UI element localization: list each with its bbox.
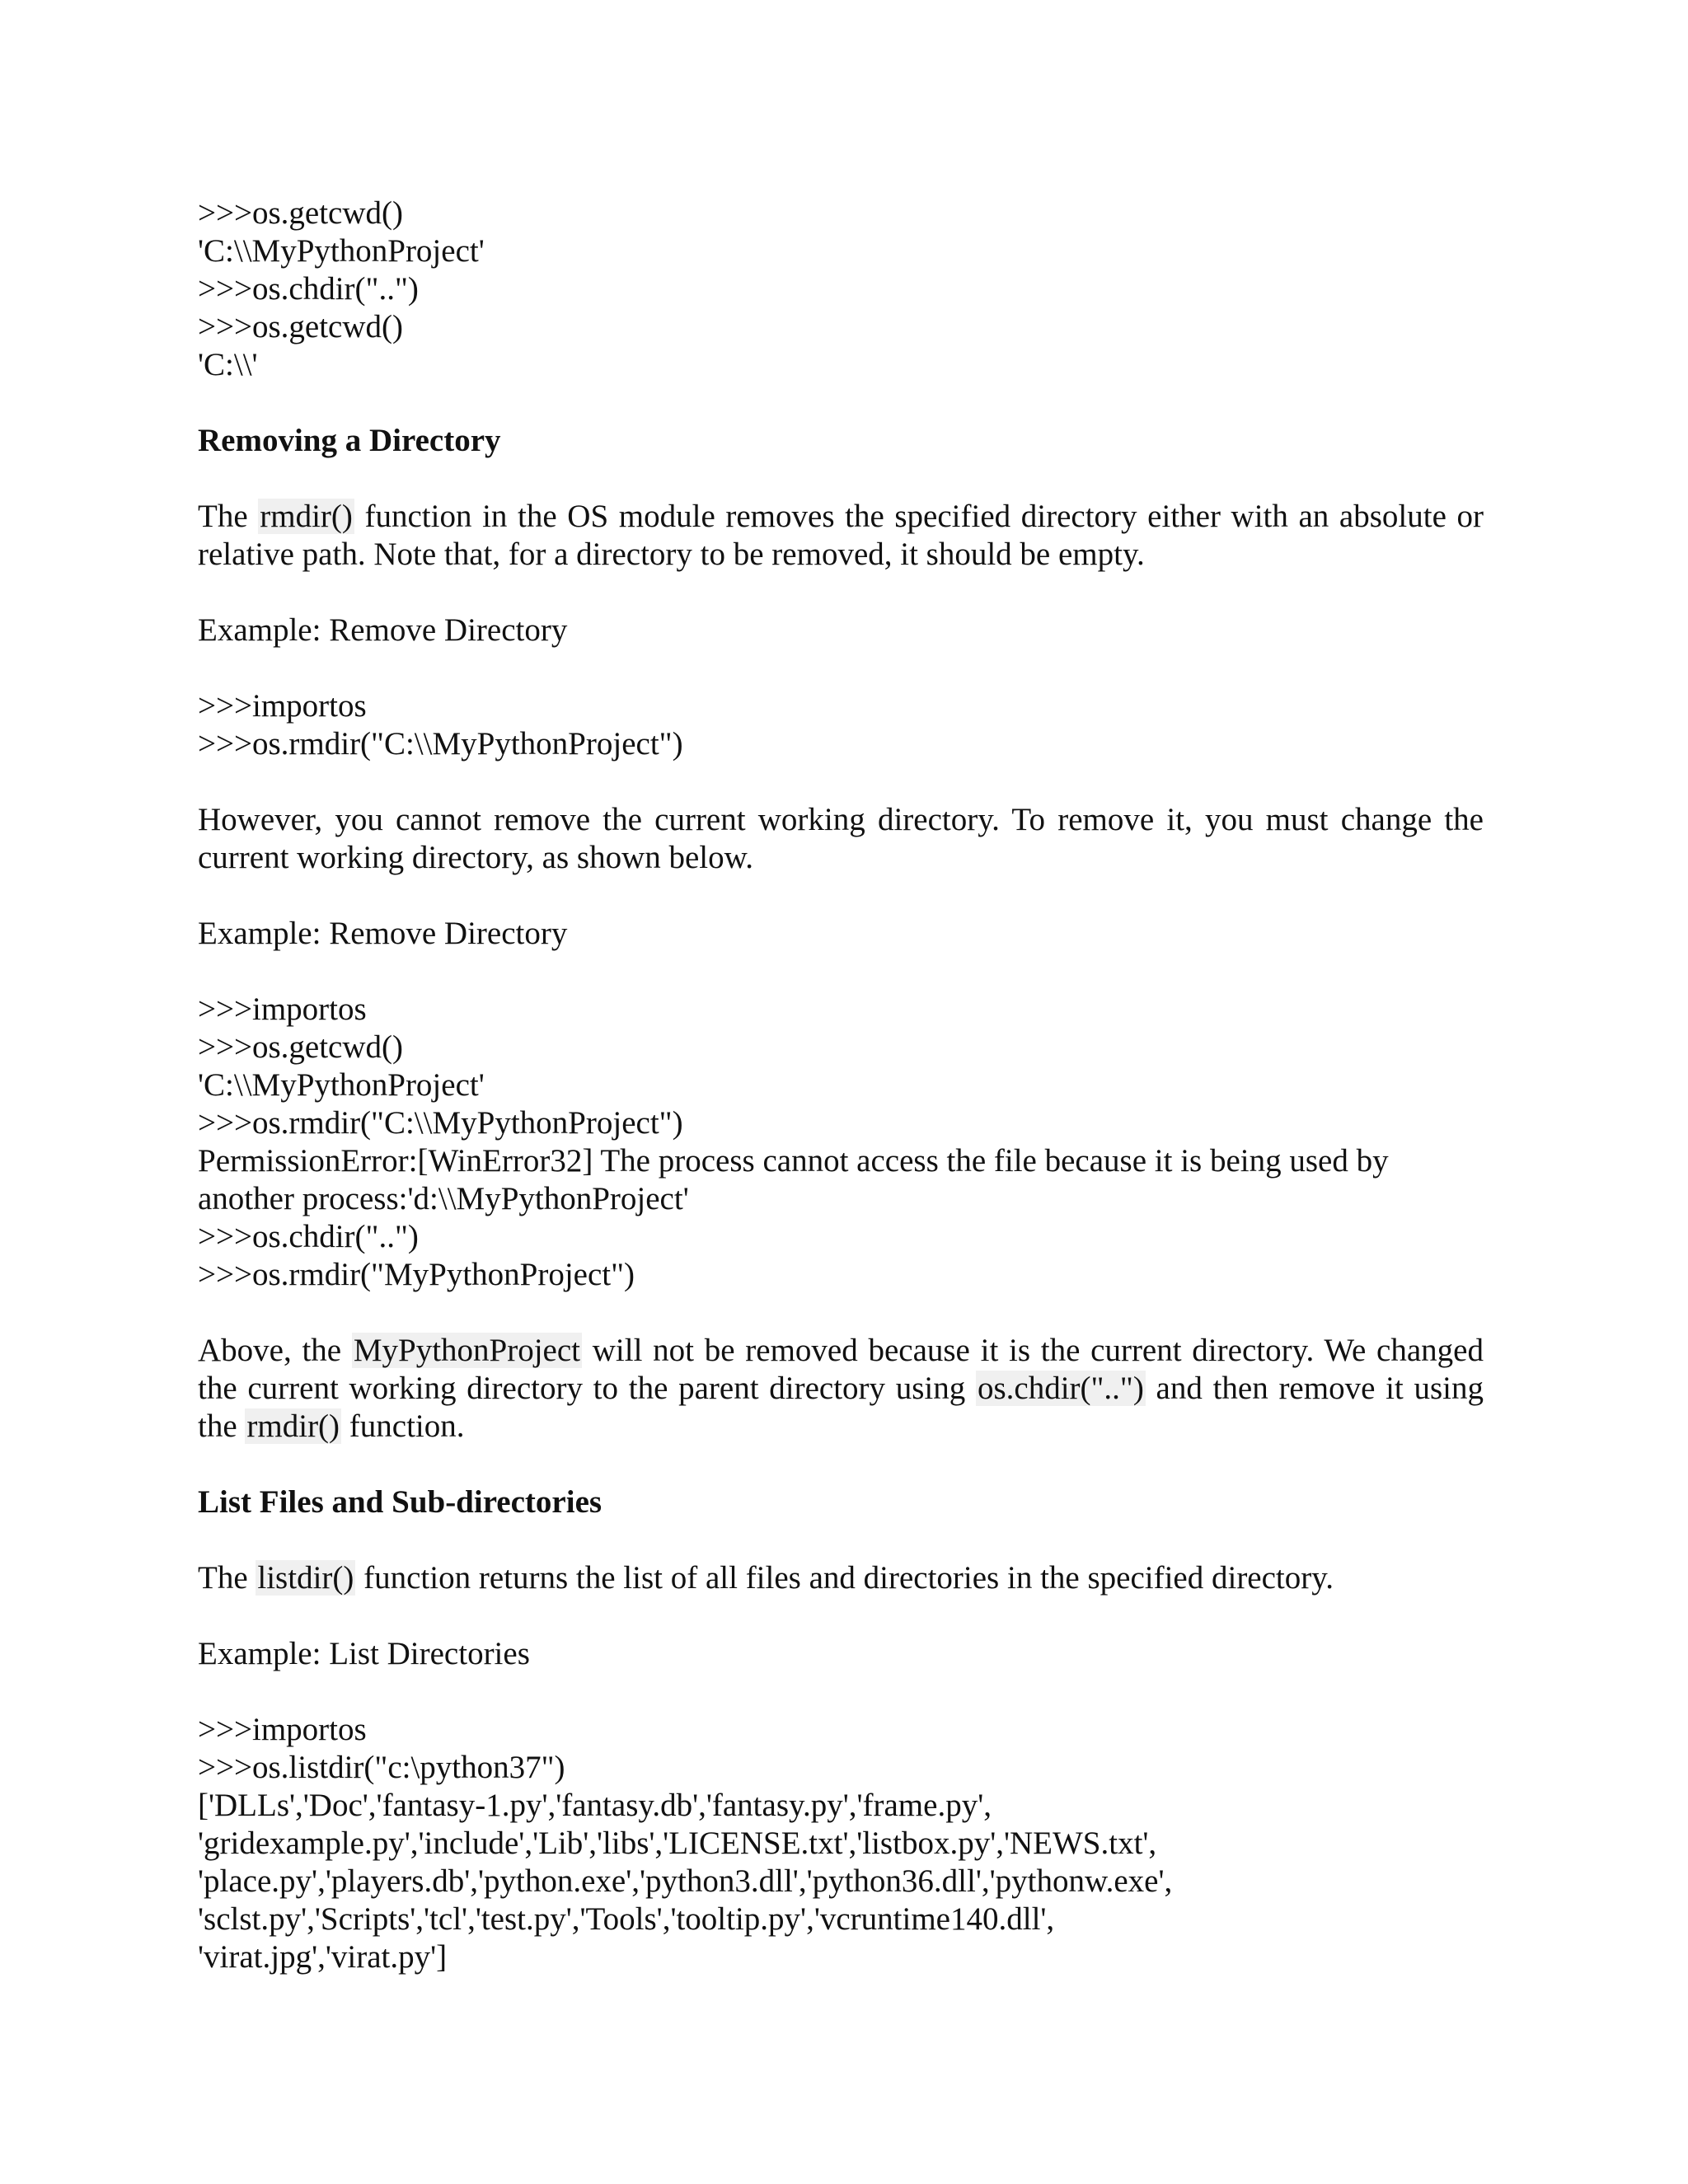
example-label: Example: Remove Directory <box>198 916 568 951</box>
code-line: 'virat.jpg','virat.py'] <box>198 1939 448 1975</box>
text-span: function returns the list of all files and directories in the specified directory. <box>355 1560 1334 1596</box>
text-span: function in the OS module removes the specified directory either with an absolute or relative path. Note that, for a directory to be removed, it should be empty. <box>198 499 1484 572</box>
text-span: will not be removed because it is the current directory. We changed the current working directory to the parent directory using <box>198 1333 1484 1406</box>
code-line: >>>os.chdir("..") <box>198 1219 419 1254</box>
code-line: 'gridexample.py','include','Lib','libs','LICENSE.txt','listbox.py','NEWS.txt', <box>198 1825 1157 1861</box>
text-span: function. <box>341 1408 465 1444</box>
code-line: >>>os.rmdir("C:\\MyPythonProject") <box>198 1105 683 1141</box>
document-page <box>198 194 1484 1976</box>
code-block-getcwd <box>198 194 1484 384</box>
error-line: PermissionError:[WinError32] The process cannot access the file because it is being used by another process:'d:\\MyPythonProject' <box>198 1143 1397 1216</box>
code-line: >>>os.getcwd() <box>198 195 404 231</box>
inline-code-chdir: os.chdir("..") <box>977 1371 1144 1406</box>
code-block-remove-directory <box>198 687 1484 763</box>
section-heading-list-files: List Files and Sub-directories <box>198 1484 603 1520</box>
code-line: 'C:\\MyPythonProject' <box>198 233 485 269</box>
example-label: Example: Remove Directory <box>198 612 568 648</box>
however-paragraph: However, you cannot remove the current working directory. To remove it, you must change the current working directory, as shown below. <box>198 802 1484 875</box>
code-line: 'C:\\' <box>198 347 258 382</box>
code-line: 'C:\\MyPythonProject' <box>198 1067 485 1103</box>
example-label: Example: List Directories <box>198 1636 530 1671</box>
above-paragraph <box>198 1332 1484 1446</box>
code-line: >>>os.getcwd() <box>198 1029 404 1065</box>
code-line: >>>importos <box>198 991 367 1027</box>
inline-code-listdir: listdir() <box>257 1560 354 1596</box>
section-heading-removing-directory: Removing a Directory <box>198 423 501 458</box>
inline-code-project-name: MyPythonProject <box>353 1333 581 1368</box>
code-line: >>>os.listdir("c:\python37") <box>198 1750 565 1785</box>
code-block-remove-directory-error <box>198 991 1484 1294</box>
code-line: >>>importos <box>198 688 367 724</box>
code-line: >>>os.rmdir("C:\\MyPythonProject") <box>198 726 683 762</box>
text-span: The <box>198 499 259 534</box>
code-line: 'place.py','players.db','python.exe','python3.dll','python36.dll','pythonw.exe', <box>198 1863 1173 1899</box>
code-line: ['DLLs','Doc','fantasy-1.py','fantasy.db','fantasy.py','frame.py', <box>198 1788 992 1823</box>
text-span: Above, the <box>198 1333 352 1368</box>
text-span: and then remove it using the <box>198 1371 1484 1444</box>
inline-code-rmdir: rmdir() <box>246 1408 340 1444</box>
rmdir-intro-paragraph <box>198 498 1484 574</box>
code-line: >>>os.getcwd() <box>198 309 404 344</box>
listdir-intro-paragraph <box>198 1559 1484 1597</box>
code-line: >>>os.rmdir("MyPythonProject") <box>198 1257 635 1292</box>
inline-code-rmdir: rmdir() <box>260 499 353 534</box>
text-span: The <box>198 1560 256 1596</box>
code-block-listdir <box>198 1711 1484 1976</box>
code-line: >>>os.chdir("..") <box>198 271 419 307</box>
code-line: 'sclst.py','Scripts','tcl','test.py','Tools','tooltip.py','vcruntime140.dll', <box>198 1901 1055 1937</box>
code-line: >>>importos <box>198 1712 367 1747</box>
